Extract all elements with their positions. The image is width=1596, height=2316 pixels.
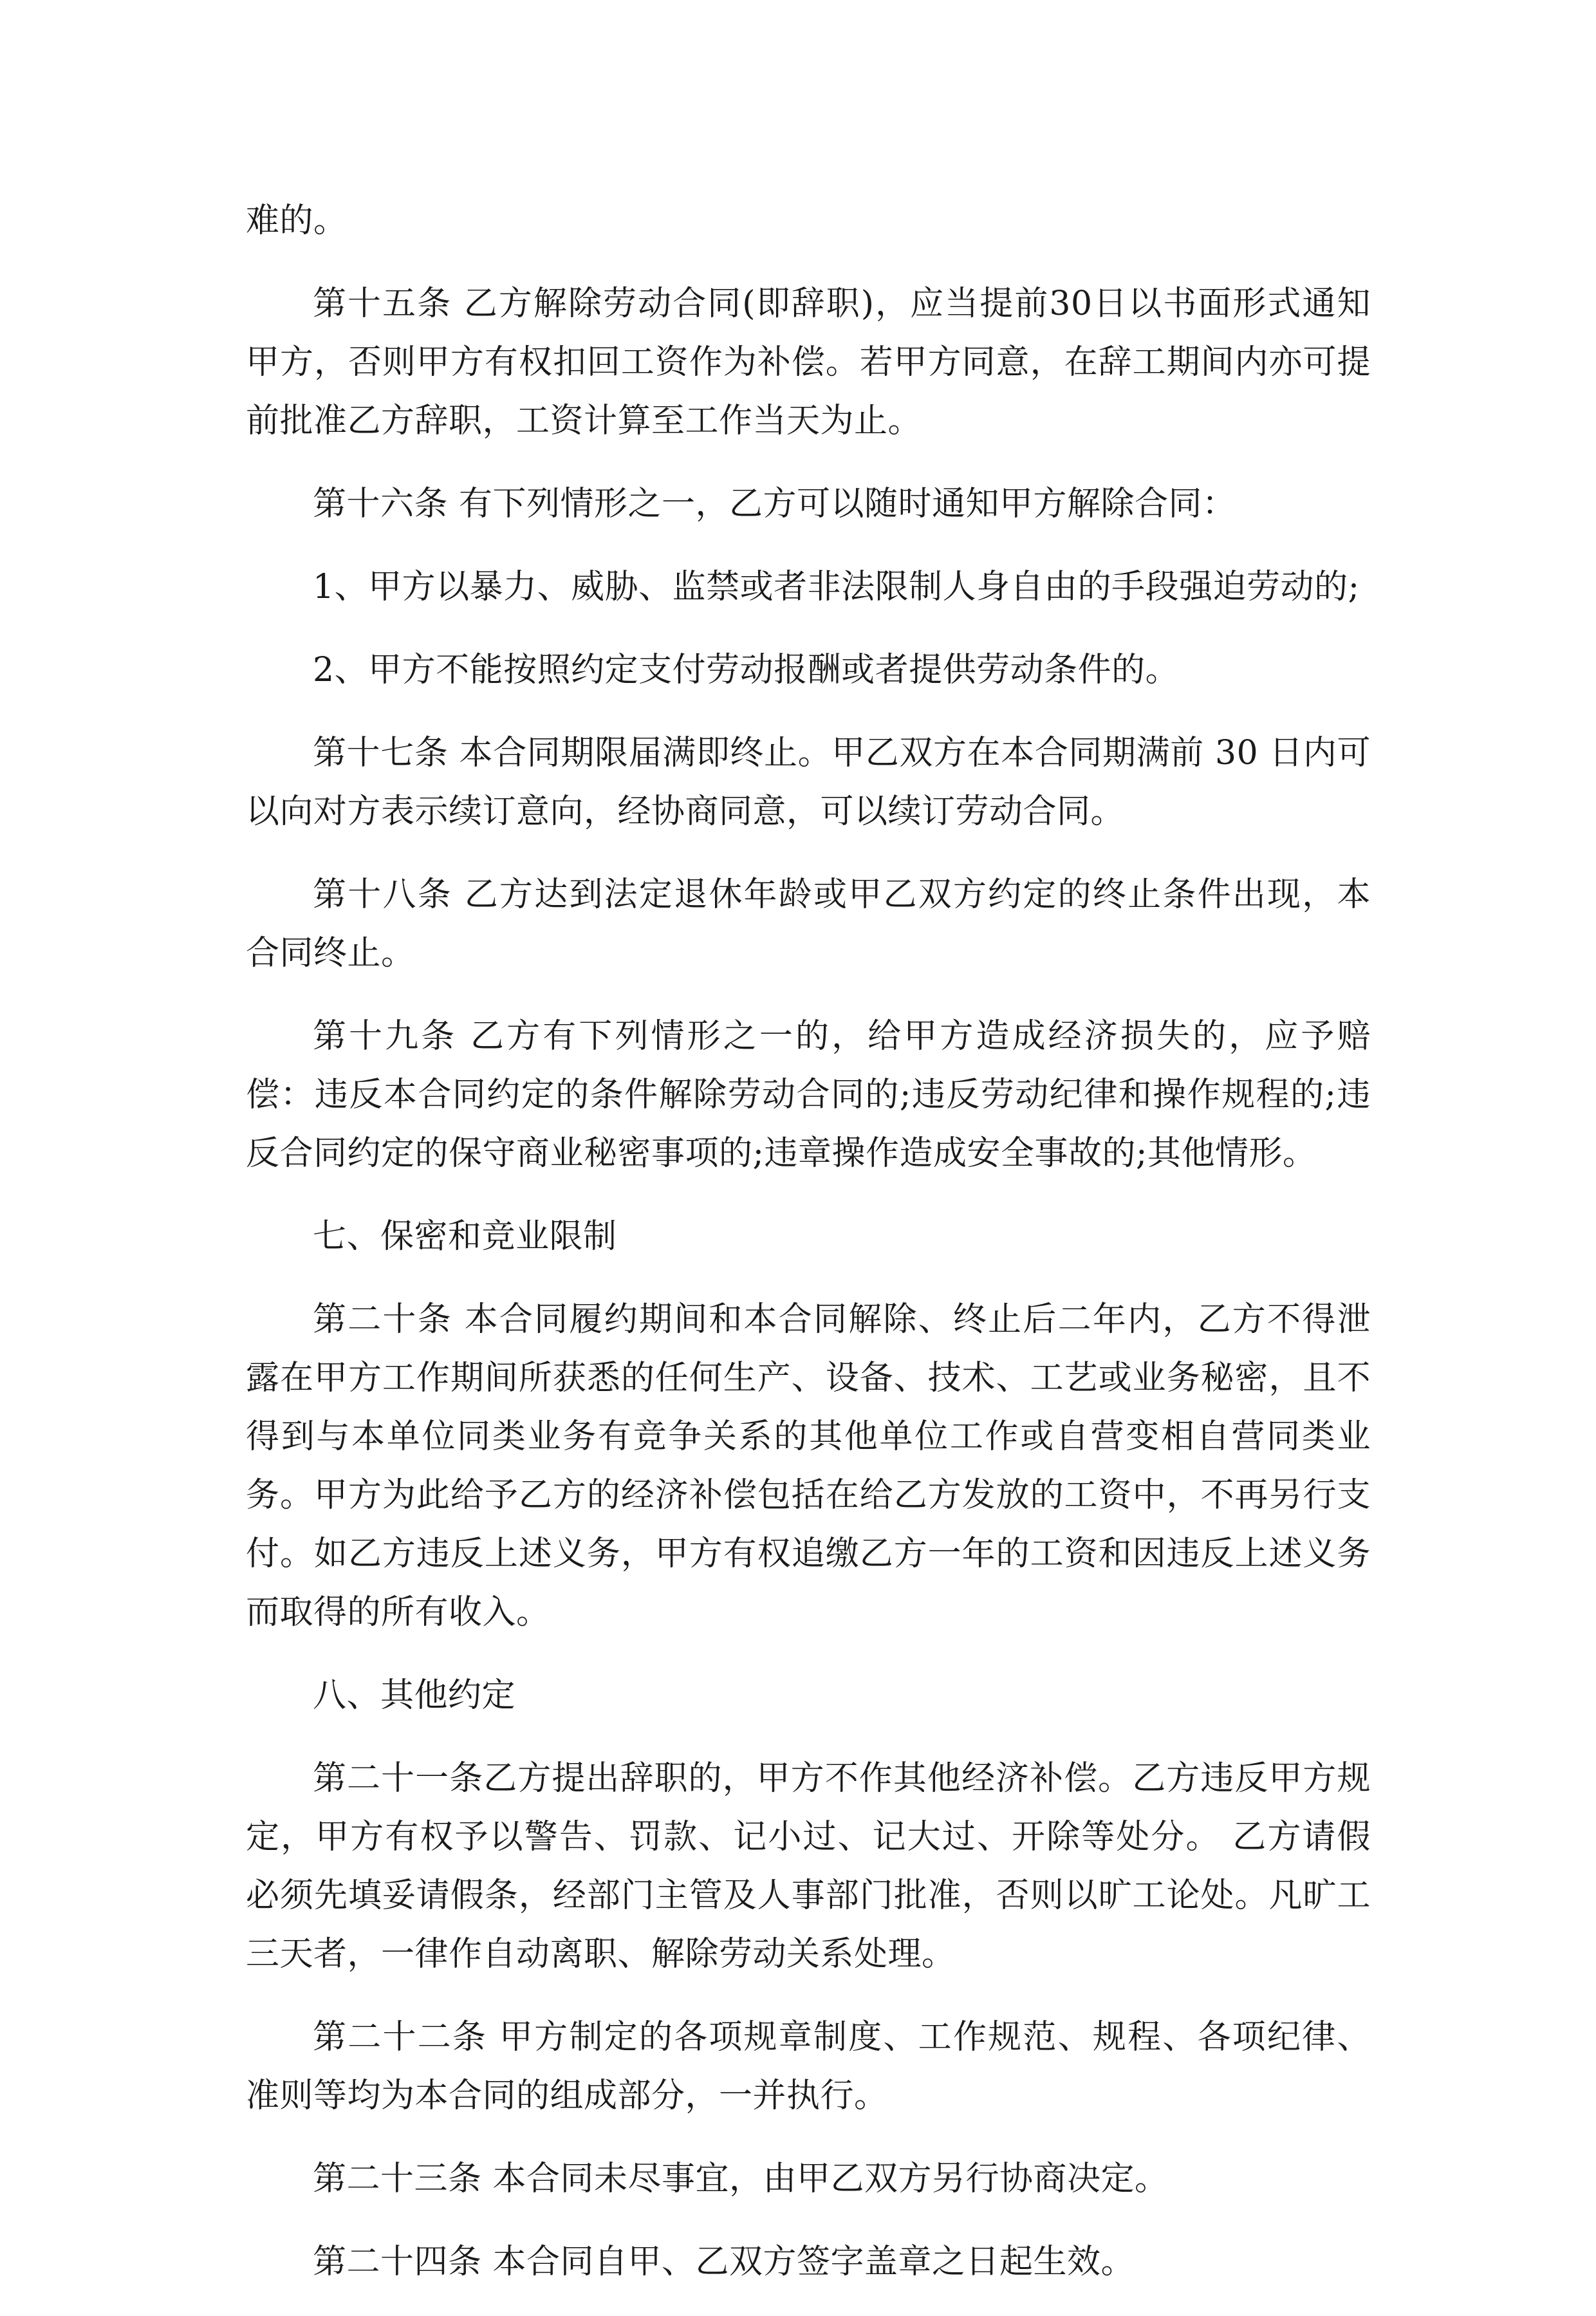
paragraph-continuation: 难的。	[246, 201, 348, 240]
paragraph-article-16: 第十六条 有下列情形之一，乙方可以随时通知甲方解除合同：	[313, 485, 1236, 523]
section-heading-confidentiality: 七、保密和竞业限制	[313, 1217, 617, 1256]
paragraph-article-20: 第二十条 本合同履约期间和本合同解除、终止后二年内，乙方不得泄露在甲方工作期间所获悉的任何生产、设备、技术、工艺或业务秘密，且不得到与本单位同类业务有竞争关系的其他单位工作或自营变相自营同类业务。甲方为此给予乙方的经济补偿包括在给乙方发放的工资中，不再另行支付。如乙方违反上述义务，甲方有权追缴乙方一年的工资和因违反上述义务而取得的所有收入。	[246, 1300, 1371, 1632]
paragraph-article-17: 第十七条 本合同期限届满即终止。甲乙双方在本合同期满前 30 日内可以向对方表示续订意向，经协商同意，可以续订劳动合同。	[246, 734, 1371, 831]
paragraph-article-19: 第十九条 乙方有下列情形之一的，给甲方造成经济损失的，应予赔偿：违反本合同约定的条件解除劳动合同的;违反劳动纪律和操作规程的;违反合同约定的保守商业秘密事项的;违章操作造成安全事故的;其他情形。	[246, 1017, 1371, 1173]
document-body	[246, 192, 1371, 2316]
paragraph-article-22: 第二十二条 甲方制定的各项规章制度、工作规范、规程、各项纪律、准则等均为本合同的组成部分，一并执行。	[246, 2018, 1371, 2115]
paragraph-article-18: 第十八条 乙方达到法定退休年龄或甲乙双方约定的终止条件出现，本合同终止。	[246, 875, 1371, 973]
paragraph-article-23: 第二十三条 本合同未尽事宜，由甲乙双方另行协商决定。	[313, 2160, 1169, 2198]
paragraph-article-16-item-1: 1、甲方以暴力、威胁、监禁或者非法限制人身自由的手段强迫劳动的;	[313, 568, 1360, 606]
paragraph-article-16-item-2: 2、甲方不能按照约定支付劳动报酬或者提供劳动条件的。	[313, 651, 1180, 689]
paragraph-article-24: 第二十四条 本合同自甲、乙双方签字盖章之日起生效。	[313, 2243, 1135, 2281]
paragraph-article-15: 第十五条 乙方解除劳动合同(即辞职)，应当提前30日以书面形式通知甲方，否则甲方有权扣回工资作为补偿。若甲方同意，在辞工期间内亦可提前批准乙方辞职，工资计算至工作当天为止。	[246, 285, 1371, 440]
section-heading-other-agreements: 八、其他约定	[313, 1676, 516, 1715]
paragraph-article-21: 第二十一条乙方提出辞职的，甲方不作其他经济补偿。乙方违反甲方规定，甲方有权予以警告、罚款、记小过、记大过、开除等处分。 乙方请假必须先填妥请假条，经部门主管及人事部门批准，否则以旷工论处。凡旷工三天者，一律作自动离职、解除劳动关系处理。	[246, 1759, 1371, 1974]
